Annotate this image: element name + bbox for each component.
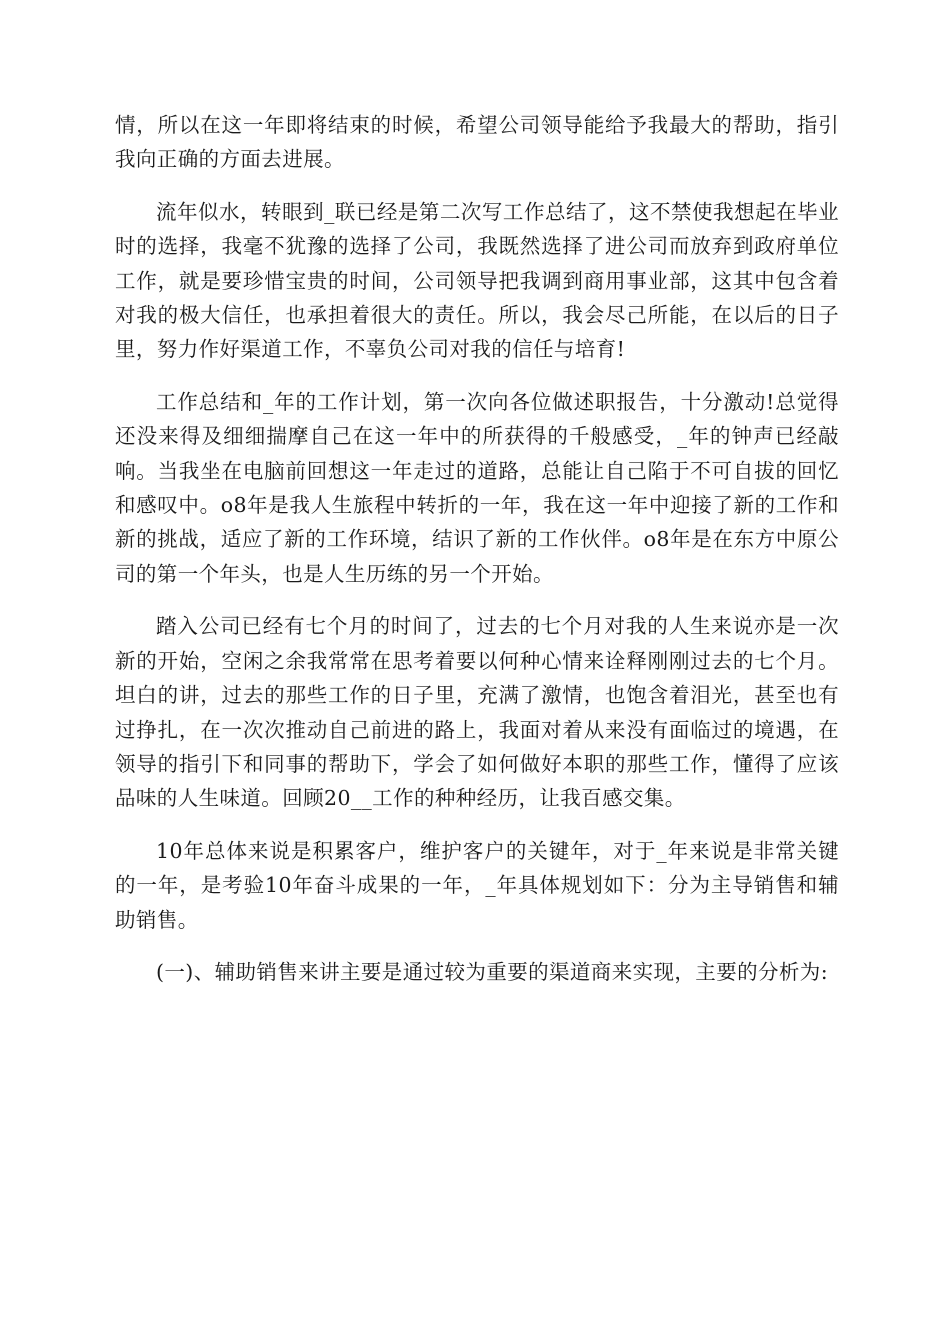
paragraph-report: 工作总结和_年的工作计划，第一次向各位做述职报告，十分激动!总觉得还没来得及细细揣摩自己在这一年中的所获得的千般感受，_年的钟声已经敲响。当我坐在电脑前回想这一年走过的道路，总能让自己陷于不可自拔的回忆和感叹中。o8年是我人生旅程中转折的一年，我在这一年中迎接了新的工作和新的挑战，适应了新的工作环境，结识了新的工作伙伴。o8年是在东方中原公司的第一个年头，也是人生历练的另一个开始。: [115, 389, 839, 586]
paragraph-section-one: (一)、辅助销售来讲主要是通过较为重要的渠道商来实现，主要的分析为:: [156, 959, 829, 984]
paragraph-plan: 10年总体来说是积累客户，维护客户的关键年，对于_年来说是非常关键的一年，是考验10年奋斗成果的一年，_年具体规划如下：分为主导销售和辅助销售。: [115, 838, 839, 932]
paragraph-reflection: 流年似水，转眼到_联已经是第二次写工作总结了，这不禁使我想起在毕业时的选择，我毫不犹豫的选择了公司，我既然选择了进公司而放弃到政府单位工作，就是要珍惜宝贵的时间，公司领导把我调到商用事业部，这其中包含着对我的极大信任，也承担着很大的责任。所以，我会尽己所能，在以后的日子里，努力作好渠道工作，不辜负公司对我的信任与培育!: [115, 199, 839, 362]
document-body: [115, 108, 839, 989]
paragraph-seven-months: 踏入公司已经有七个月的时间了，过去的七个月对我的人生来说亦是一次新的开始，空闲之余我常常在思考着要以何种心情来诠释刚刚过去的七个月。坦白的讲，过去的那些工作的日子里，充满了激情，也饱含着泪光，甚至也有过挣扎，在一次次推动自己前进的路上，我面对着从来没有面临过的境遇，在领导的指引下和同事的帮助下，学会了如何做好本职的那些工作，懂得了应该品味的人生味道。回顾20__工作的种种经历，让我百感交集。: [115, 614, 839, 811]
paragraph-continuation: 情，所以在这一年即将结束的时候，希望公司领导能给予我最大的帮助，指引我向正确的方面去进展。: [115, 113, 839, 172]
